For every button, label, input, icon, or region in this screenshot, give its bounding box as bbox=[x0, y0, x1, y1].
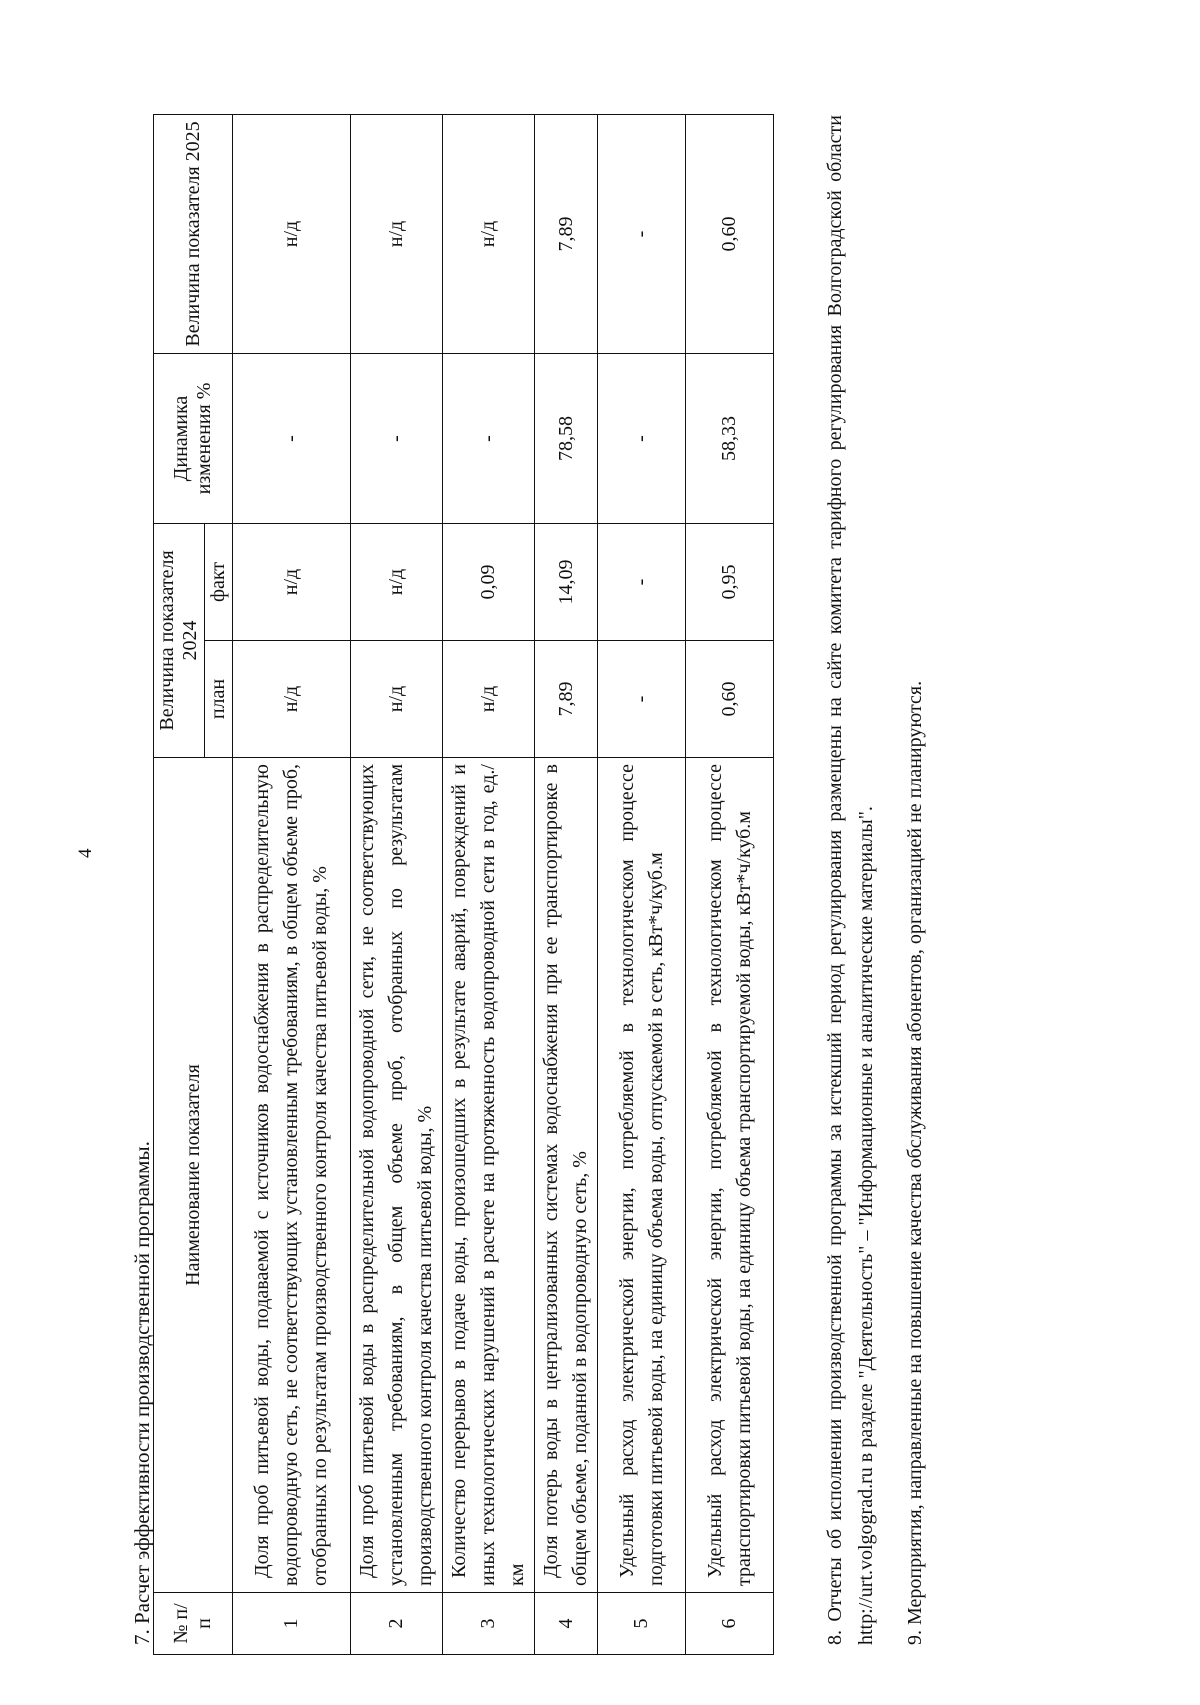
row-value-2025: - bbox=[598, 114, 686, 353]
row-name: Доля проб питьевой воды, подаваемой с источников водоснабжения в распределительную водопроводную сеть, не соответствующих установленным требованиям, в общем объеме проб, отобранных по результатам производственного контроля качества питьевой воды, % bbox=[233, 758, 351, 1593]
row-dynamics: - bbox=[351, 353, 443, 523]
row-value-2025: н/д bbox=[233, 114, 351, 353]
row-fact: 0,95 bbox=[686, 523, 774, 640]
row-num: 4 bbox=[535, 1593, 598, 1655]
header-dynamics: Динамика изменения % bbox=[154, 353, 233, 523]
row-fact: 0,09 bbox=[443, 523, 535, 640]
row-name: Удельный расход электрической энергии, потребляемой в технологическом процессе подготовки питьевой воды, на единицу объема воды, отпускаемой в сеть, кВт*ч/куб.м bbox=[598, 758, 686, 1593]
row-value-2025: н/д bbox=[351, 114, 443, 353]
row-name: Доля потерь воды в централизованных системах водоснабжения при ее транспортировке в общем объеме, поданной в водопроводную сеть, % bbox=[535, 758, 598, 1593]
row-num: 5 bbox=[598, 1593, 686, 1655]
row-num: 2 bbox=[351, 1593, 443, 1655]
row-num: 1 bbox=[233, 1593, 351, 1655]
notes-section bbox=[820, 115, 949, 1645]
row-fact: - bbox=[598, 523, 686, 640]
row-num: 3 bbox=[443, 1593, 535, 1655]
header-value-2025: Величина показателя 2025 bbox=[154, 114, 233, 353]
row-fact: н/д bbox=[233, 523, 351, 640]
header-value-2024: Величина показателя 2024 bbox=[154, 523, 205, 757]
header-fact: факт bbox=[205, 523, 233, 640]
table-row bbox=[686, 114, 774, 1654]
row-value-2025: 7,89 bbox=[535, 114, 598, 353]
row-value-2025: н/д bbox=[443, 114, 535, 353]
row-fact: н/д bbox=[351, 523, 443, 640]
row-dynamics: 78,58 bbox=[535, 353, 598, 523]
note-9: 9. Мероприятия, направленные на повышение качества обслуживания абонентов, организацией не планируются. bbox=[904, 680, 926, 1645]
row-plan: 0,60 bbox=[686, 641, 774, 758]
note-8: 8. Отчеты об исполнении производственной программы за истекший период регулирования размещены на сайте комитета тарифного регулирования Волгоградской области http://urt.volgograd.ru в разделе "Деятельность" – "Информационные и аналитические материалы". bbox=[824, 115, 877, 1645]
row-fact: 14,09 bbox=[535, 523, 598, 640]
table-row bbox=[443, 114, 535, 1654]
table-row bbox=[351, 114, 443, 1654]
row-num: 6 bbox=[686, 1593, 774, 1655]
row-name: Доля проб питьевой воды в распределительной водопроводной сети, не соответствующих установленным требованиям, в общем объеме проб, отобранных по результатам производственного контроля качества питьевой воды, % bbox=[351, 758, 443, 1593]
row-dynamics: - bbox=[233, 353, 351, 523]
rotated-page-content bbox=[75, 55, 1055, 1655]
row-plan: - bbox=[598, 641, 686, 758]
table-row bbox=[233, 114, 351, 1654]
row-plan: н/д bbox=[351, 641, 443, 758]
table-row bbox=[535, 114, 598, 1654]
row-value-2025: 0,60 bbox=[686, 114, 774, 353]
table-row bbox=[598, 114, 686, 1654]
row-plan: 7,89 bbox=[535, 641, 598, 758]
page-number: 4 bbox=[75, 848, 96, 858]
row-plan: н/д bbox=[443, 641, 535, 758]
row-dynamics: - bbox=[443, 353, 535, 523]
row-plan: н/д bbox=[233, 641, 351, 758]
section-heading: 7. Расчет эффективности производственной программы. bbox=[130, 1141, 154, 1645]
efficiency-table bbox=[153, 114, 774, 1655]
header-plan: план bbox=[205, 641, 233, 758]
header-name: Наименование показателя bbox=[154, 758, 233, 1593]
row-name: Количество перерывов в подаче воды, произошедших в результате аварий, повреждений и иных технологических нарушений в расчете на протяженность водопроводной сети в год, ед./км bbox=[443, 758, 535, 1593]
header-num: № п/п bbox=[154, 1593, 233, 1655]
row-name: Удельный расход электрической энергии, потребляемой в технологическом процессе транспортировки питьевой воды, на единицу объема транспортируемой воды, кВт*ч/куб.м bbox=[686, 758, 774, 1593]
row-dynamics: - bbox=[598, 353, 686, 523]
row-dynamics: 58,33 bbox=[686, 353, 774, 523]
